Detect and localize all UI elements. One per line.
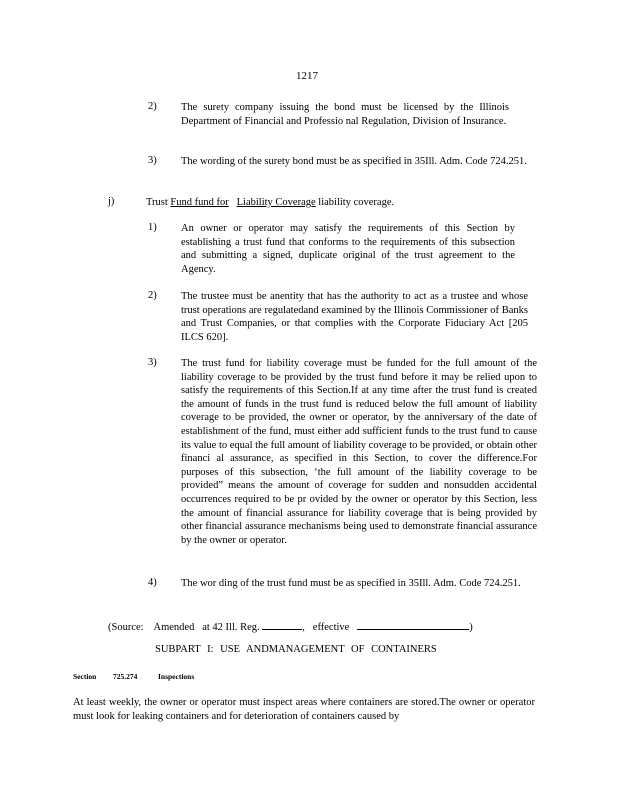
section-title: Inspections (158, 672, 195, 681)
source-open: (Source: (108, 622, 144, 633)
page-number: 1217 (296, 70, 318, 82)
j4-text: The wor ding of the trust fund must be as specified in 35Ill. Adm. Code 724.251. (181, 578, 521, 589)
effective-blank-line (357, 619, 469, 630)
j1-text: An owner or operator may satisfy the requirements of this Section by establishing a trust fund that conforms to the requirements of this subsection and submitting a signed, duplicate original of the trust agreement to the Agency. (181, 223, 515, 275)
section-j-heading (146, 196, 394, 210)
heading-inserted-text: Liability Coverage (236, 197, 316, 208)
reg-blank-line (262, 619, 302, 630)
source-effective: effective (312, 622, 350, 633)
source-comma: , (302, 622, 305, 633)
source-reg: at 42 Ill. Reg. (202, 622, 260, 633)
heading-struck-text: Fund fund for (170, 197, 229, 208)
j3-text: The trust fund for liability coverage must be funded for the full amount of the liability coverage to be provided by the trust fund before it may be relied upon to satisfy the requirements of this Section.If at any time after the trust fund is created the amount of funds in the trust fund is reduced below the full amount of liability coverage to be provided, the owner or operator, by the anniversary of the date of establishment of the fund, must either add sufficient funds to the trust fund to cause its value to equal the full amount of liability coverage to be provided, or obtain other financi al assurance, as specified in this Section, to cover the difference.For purposes of this subsection, ‘the full amount of the liability coverage to be provided” means the amount of coverage for sudden and nonsudden accidental occurrences required to be pr ovided by the owner or operator by this Section, less the amount of financial assurance for liability coverage that is being provided by other financial assurance mechanisms being used to demonstrate financial assurance by the owner or operator. (181, 358, 537, 546)
subpart-heading: SUBPART I: USE ANDMANAGEMENT OF CONTAINERS (155, 644, 437, 655)
j3-number: 3) (148, 357, 157, 368)
item-2-number: 2) (148, 101, 157, 112)
item-3-number: 3) (148, 155, 157, 166)
section-label: Section (73, 672, 97, 681)
heading-prefix: Trust (146, 197, 168, 208)
j4-number: 4) (148, 577, 157, 588)
body-paragraph: At least weekly, the owner or operator must inspect areas where containers are stored.The owner or operator must look for leaking containers and for deterioration of containers caused by (73, 697, 535, 722)
source-note (108, 619, 473, 635)
source-amended: Amended (153, 622, 195, 633)
source-close: ) (469, 622, 473, 633)
j1-number: 1) (148, 222, 157, 233)
j2-number: 2) (148, 290, 157, 301)
item-2-text: The surety company issuing the bond must be licensed by the Illinois Department of Financial and Professio nal Regulation, Division of Insurance. (181, 102, 509, 127)
section-j-label: j) (108, 196, 115, 207)
item-3-text: The wording of the surety bond must be as specified in 35Ill. Adm. Code 724.251. (181, 156, 527, 167)
j2-text: The trustee must be anentity that has the authority to act as a trustee and whose trust operations are regulatedand examined by the Illinois Commissioner of Banks and Trust Companies, or that complies with the Corporate Fiduciary Act [205 ILCS 620]. (181, 291, 528, 343)
heading-suffix: liability coverage. (318, 197, 395, 208)
section-number: 725.274 (113, 672, 138, 681)
